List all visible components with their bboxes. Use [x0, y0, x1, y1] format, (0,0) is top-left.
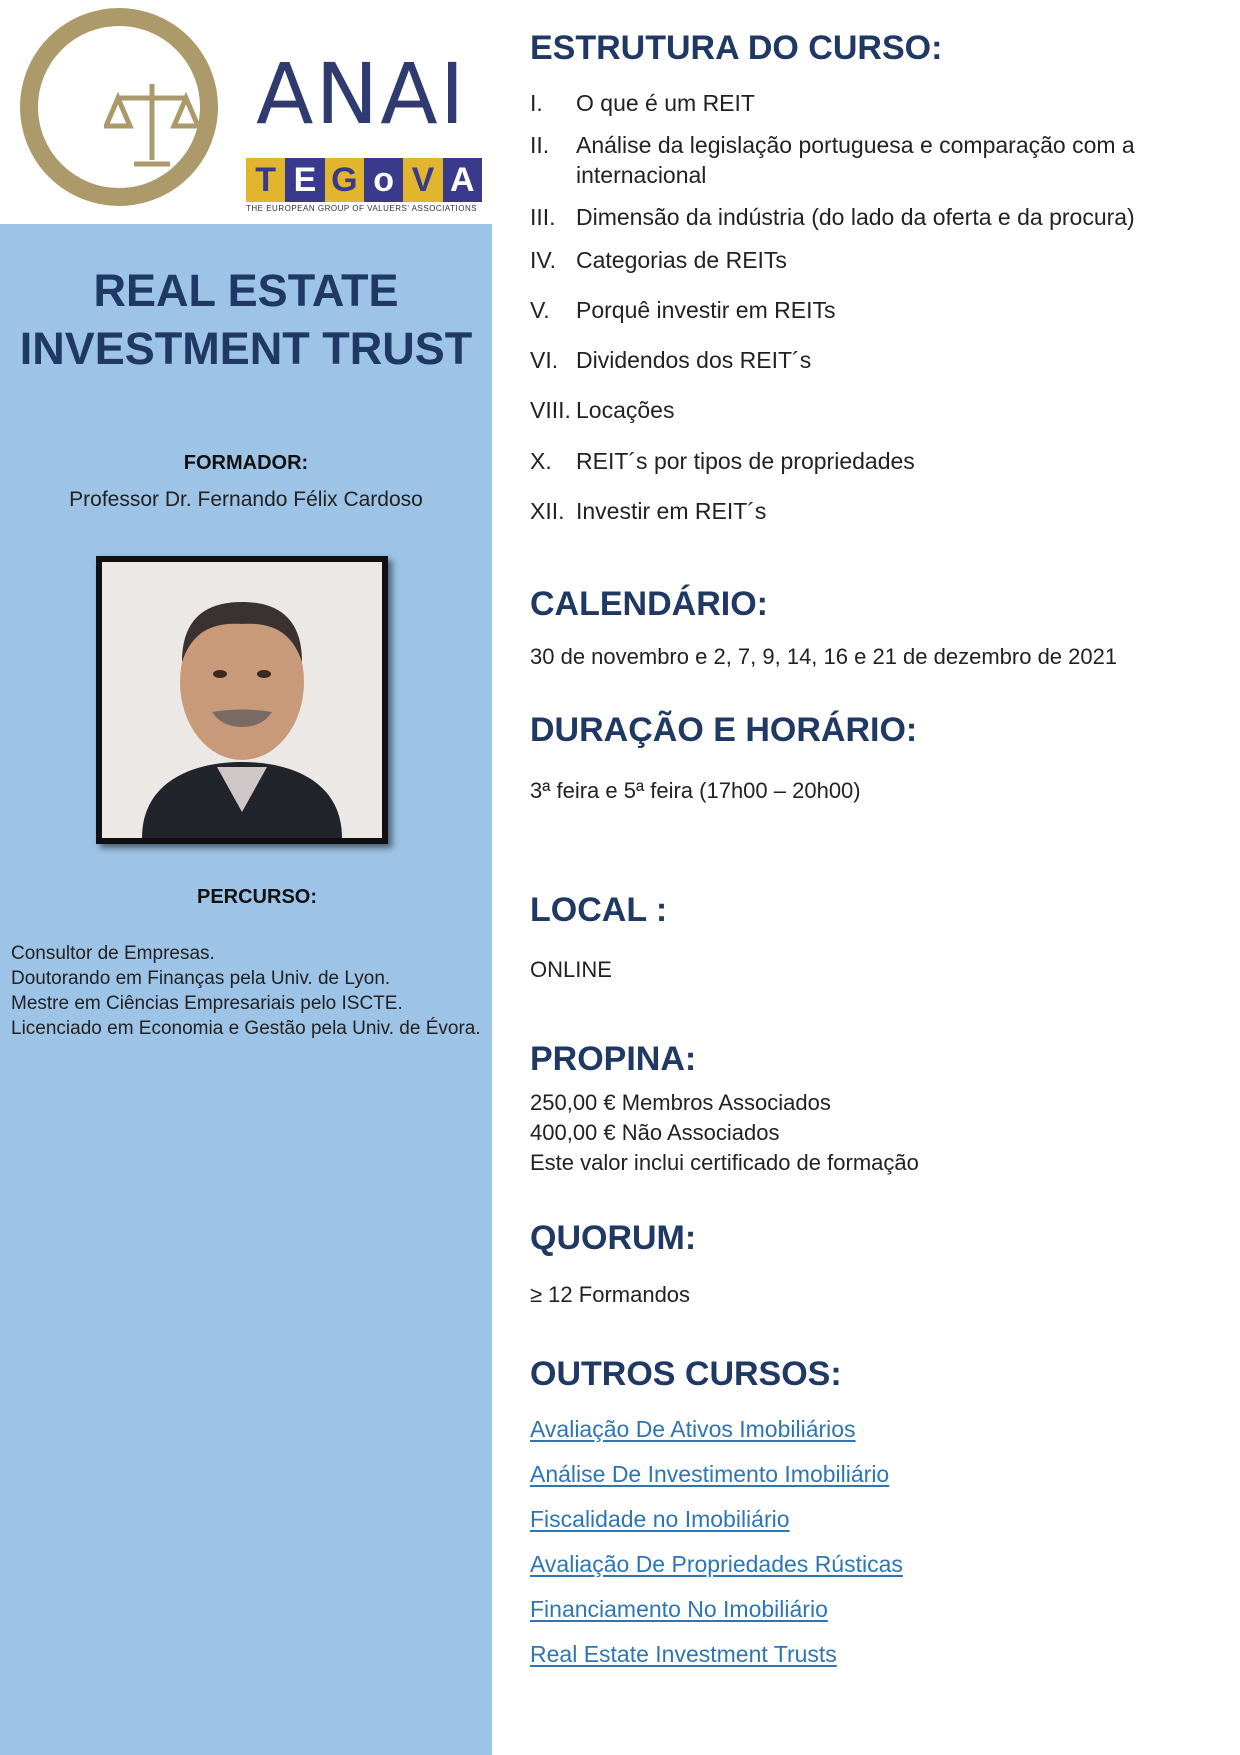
schedule-heading: DURAÇÃO E HORÁRIO:	[530, 711, 918, 749]
anai-logo-ring	[20, 8, 218, 206]
bio-list	[11, 941, 491, 1041]
structure-item-number: I.	[530, 90, 543, 116]
structure-item-text: Dimensão da indústria (do lado da oferta e da procura)	[576, 204, 1135, 230]
tegova-letter: G	[325, 158, 364, 202]
course-title-line2: INVESTMENT TRUST	[19, 323, 473, 374]
tegova-letter: T	[246, 158, 285, 202]
tegova-letter: o	[364, 158, 403, 202]
location-heading: LOCAL :	[530, 891, 668, 929]
course-title	[0, 262, 492, 378]
structure-item-number: IV.	[530, 247, 557, 273]
structure-item-text: Investir em REIT´s	[576, 498, 767, 524]
logo-area	[0, 0, 492, 224]
structure-item-text: Dividendos dos REIT´s	[576, 347, 812, 373]
course-link[interactable]: Fiscalidade no Imobiliário	[530, 1506, 790, 1532]
tegova-subtitle: THE EUROPEAN GROUP OF VALUERS' ASSOCIATIONS	[246, 204, 478, 213]
structure-item-text: Análise da legislação portuguesa e comparação com a internacional	[576, 132, 1135, 188]
structure-item-text: REIT´s por tipos de propriedades	[576, 448, 915, 474]
trainer-photo	[96, 556, 388, 844]
fee-line: Este valor inclui certificado de formação	[530, 1150, 919, 1175]
structure-item-text: Porquê investir em REITs	[576, 297, 836, 323]
calendar-heading: CALENDÁRIO:	[530, 585, 768, 623]
quorum-heading: QUORUM:	[530, 1219, 697, 1257]
bio-heading: PERCURSO:	[196, 886, 317, 908]
structure-item-text: Categorias de REITs	[576, 247, 787, 273]
fee-line: 250,00 € Membros Associados	[530, 1090, 831, 1115]
trainer-heading: FORMADOR:	[183, 452, 309, 474]
course-title-line1: REAL ESTATE	[93, 265, 399, 316]
calendar-text: 30 de novembro e 2, 7, 9, 14, 16 e 21 de dezembro de 2021	[530, 644, 1118, 669]
structure-heading: ESTRUTURA DO CURSO:	[530, 29, 943, 67]
course-link[interactable]: Real Estate Investment Trusts	[530, 1641, 837, 1667]
structure-item-number: X.	[530, 448, 552, 474]
bio-line: Doutorando em Finanças pela Univ. de Lyon.	[11, 968, 391, 989]
tegova-letter: V	[403, 158, 442, 202]
structure-item-number: V.	[530, 297, 550, 323]
structure-item-number: VI.	[530, 347, 559, 373]
schedule-text: 3ª feira e 5ª feira (17h00 – 20h00)	[530, 778, 861, 803]
tegova-letter: A	[443, 158, 482, 202]
bio-line: Mestre em Ciências Empresariais pelo ISCTE.	[11, 993, 403, 1014]
other-courses-heading: OUTROS CURSOS:	[530, 1355, 842, 1393]
course-link[interactable]: Avaliação De Propriedades Rústicas	[530, 1551, 903, 1577]
structure-item-number: II.	[530, 132, 550, 158]
bio-line: Consultor de Empresas.	[11, 943, 215, 964]
structure-item-number: XII.	[530, 498, 565, 524]
trainer-portrait	[102, 562, 382, 838]
course-link[interactable]: Análise De Investimento Imobiliário	[530, 1461, 890, 1487]
course-link[interactable]: Avaliação De Ativos Imobiliários	[530, 1416, 856, 1442]
structure-item-number: VIII.	[530, 397, 571, 423]
trainer-name: Professor Dr. Fernando Félix Cardoso	[69, 488, 423, 511]
tegova-letter: E	[285, 158, 324, 202]
bio-line: Licenciado em Economia e Gestão pela Univ. de Évora.	[11, 1018, 481, 1039]
fee-line: 400,00 € Não Associados	[530, 1120, 780, 1145]
location-text: ONLINE	[530, 957, 612, 982]
tegova-logo	[246, 158, 482, 202]
quorum-text: ≥ 12 Formandos	[530, 1282, 691, 1307]
scales-of-justice-icon	[104, 80, 200, 170]
fee-heading: PROPINA:	[530, 1040, 697, 1078]
structure-item-number: III.	[530, 204, 556, 230]
structure-item-text: O que é um REIT	[576, 90, 755, 116]
course-link[interactable]: Financiamento No Imobiliário	[530, 1596, 828, 1622]
structure-item-text: Locações	[576, 397, 675, 423]
anai-logo-text: ANAI	[256, 45, 467, 143]
